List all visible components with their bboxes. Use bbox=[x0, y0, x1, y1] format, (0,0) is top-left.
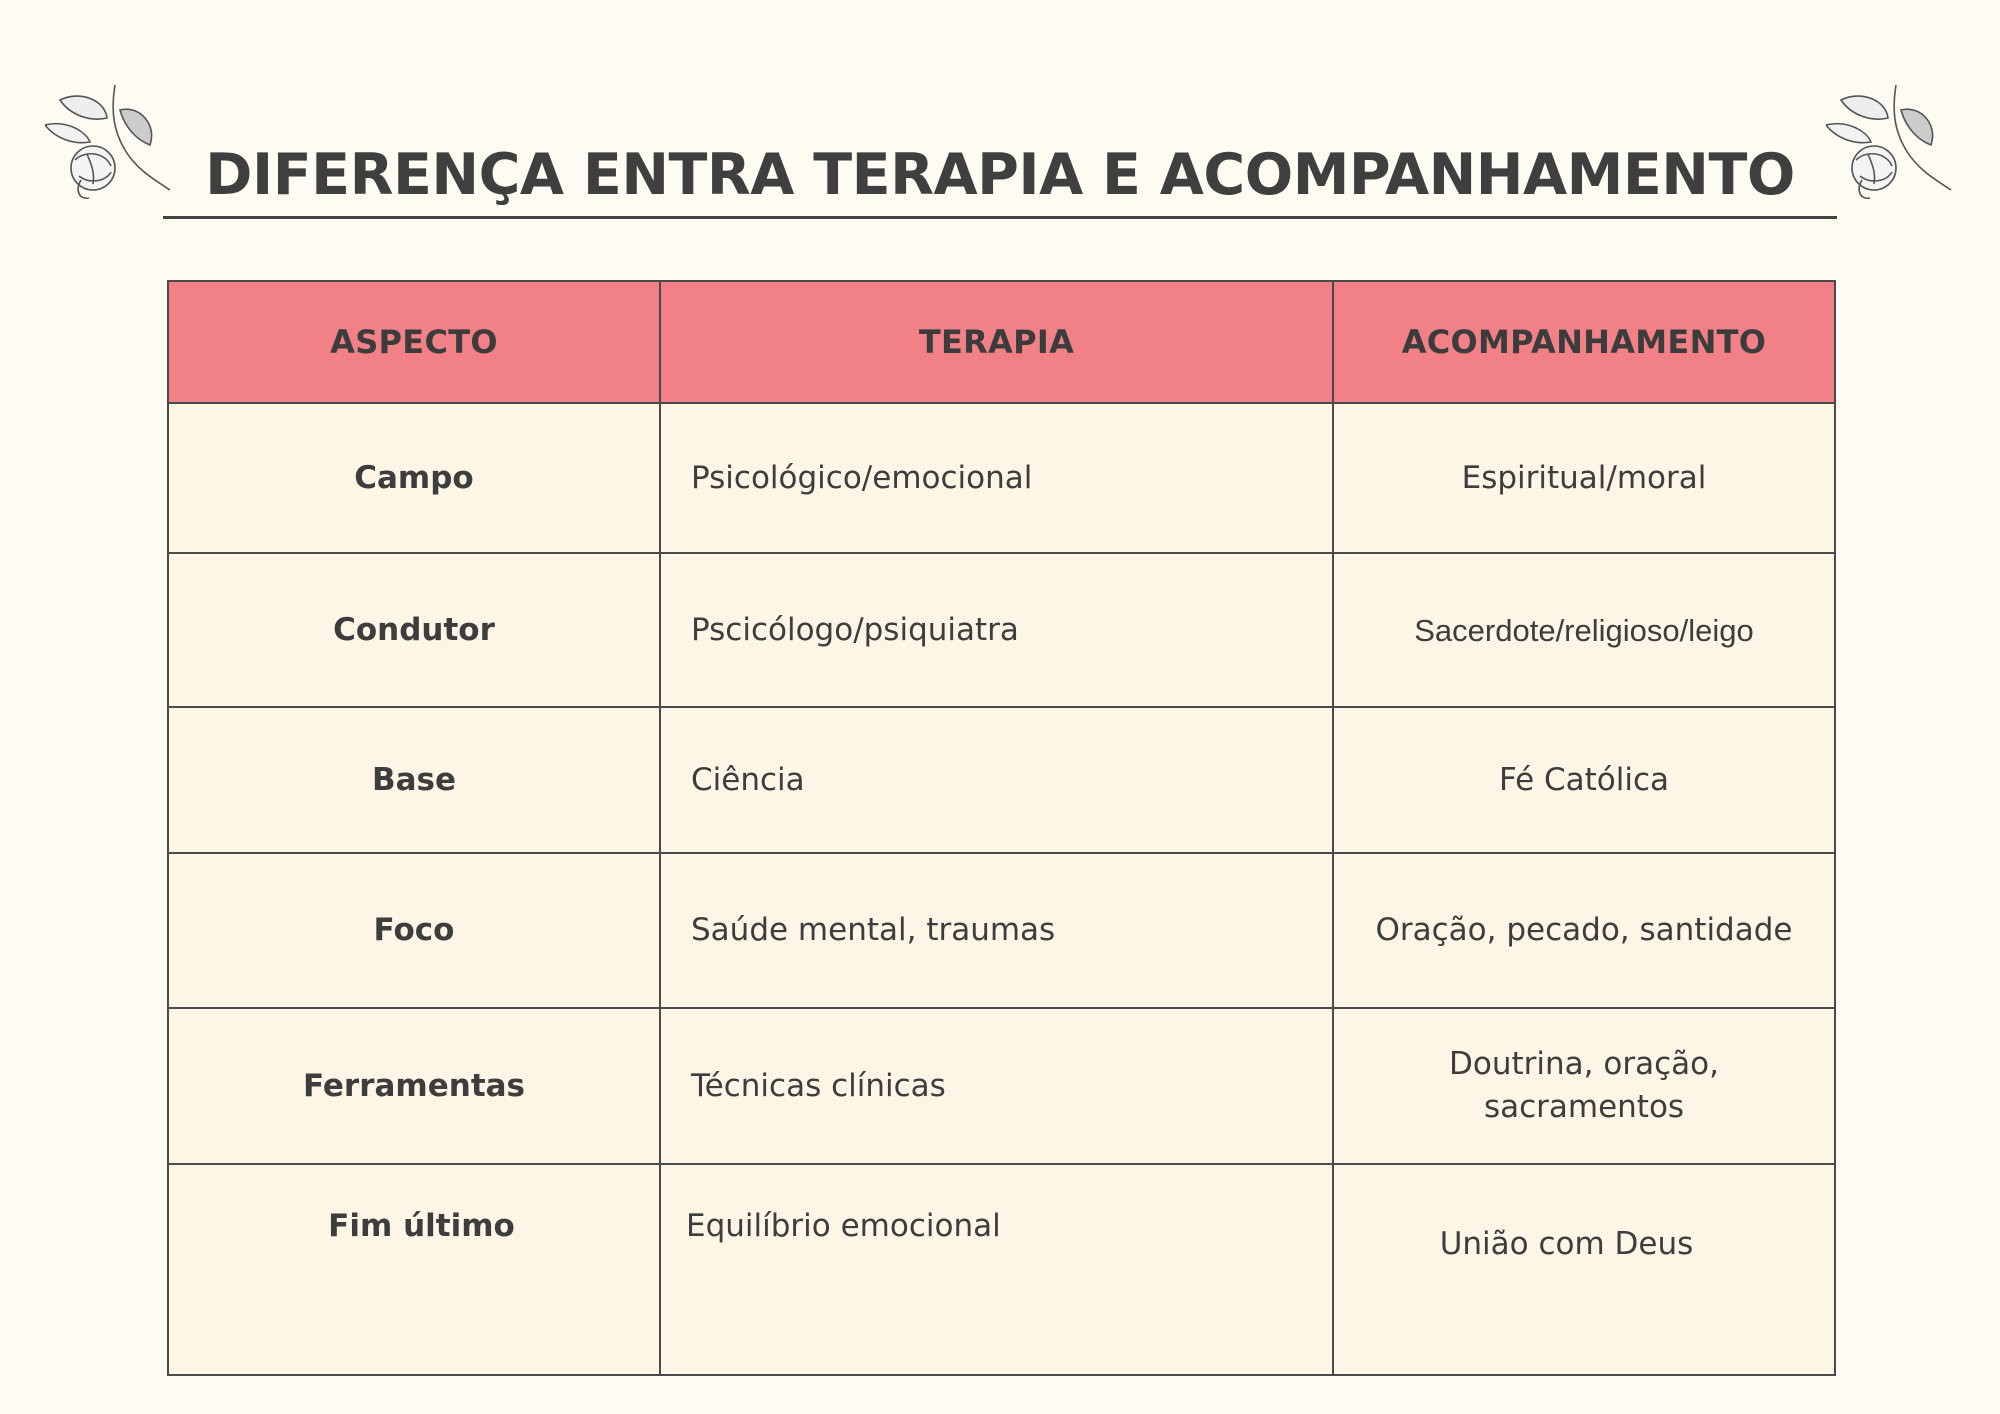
table-row bbox=[168, 707, 1835, 853]
aspect-cell: Campo bbox=[168, 403, 660, 553]
flower-illustration-icon bbox=[45, 80, 175, 205]
aspect-cell: Base bbox=[168, 707, 660, 853]
terapia-cell: Ciência bbox=[660, 707, 1333, 853]
terapia-cell: Saúde mental, traumas bbox=[660, 853, 1333, 1008]
acompanhamento-cell: Espiritual/moral bbox=[1333, 403, 1835, 553]
header-terapia: TERAPIA bbox=[660, 281, 1333, 403]
table-row bbox=[168, 403, 1835, 553]
terapia-cell: Pscicólogo/psiquiatra bbox=[660, 553, 1333, 707]
acompanhamento-cell: Oração, pecado, santidade bbox=[1333, 853, 1835, 1008]
aspect-cell: Fim último bbox=[168, 1164, 660, 1375]
aspect-cell: Condutor bbox=[168, 553, 660, 707]
acompanhamento-cell: Doutrina, oração, sacramentos bbox=[1333, 1008, 1835, 1164]
acompanhamento-cell: Sacerdote/religioso/leigo bbox=[1333, 553, 1835, 707]
aspect-cell: Ferramentas bbox=[168, 1008, 660, 1164]
table-row bbox=[168, 553, 1835, 707]
flower-illustration-icon bbox=[1826, 80, 1956, 205]
table-row bbox=[168, 1008, 1835, 1164]
page-title: DIFERENÇA ENTRA TERAPIA E ACOMPANHAMENTO bbox=[205, 142, 1795, 208]
terapia-cell: Técnicas clínicas bbox=[660, 1008, 1333, 1164]
header-acompanhamento: ACOMPANHAMENTO bbox=[1333, 281, 1835, 403]
terapia-cell: Equilíbrio emocional bbox=[660, 1164, 1333, 1375]
comparison-table bbox=[167, 280, 1836, 1376]
title-divider bbox=[163, 216, 1837, 219]
table-header-row bbox=[168, 281, 1835, 403]
table-row bbox=[168, 853, 1835, 1008]
table-row bbox=[168, 1164, 1835, 1375]
acompanhamento-cell: Fé Católica bbox=[1333, 707, 1835, 853]
header-aspecto: ASPECTO bbox=[168, 281, 660, 403]
aspect-cell: Foco bbox=[168, 853, 660, 1008]
acompanhamento-cell: União com Deus bbox=[1333, 1164, 1835, 1375]
terapia-cell: Psicológico/emocional bbox=[660, 403, 1333, 553]
